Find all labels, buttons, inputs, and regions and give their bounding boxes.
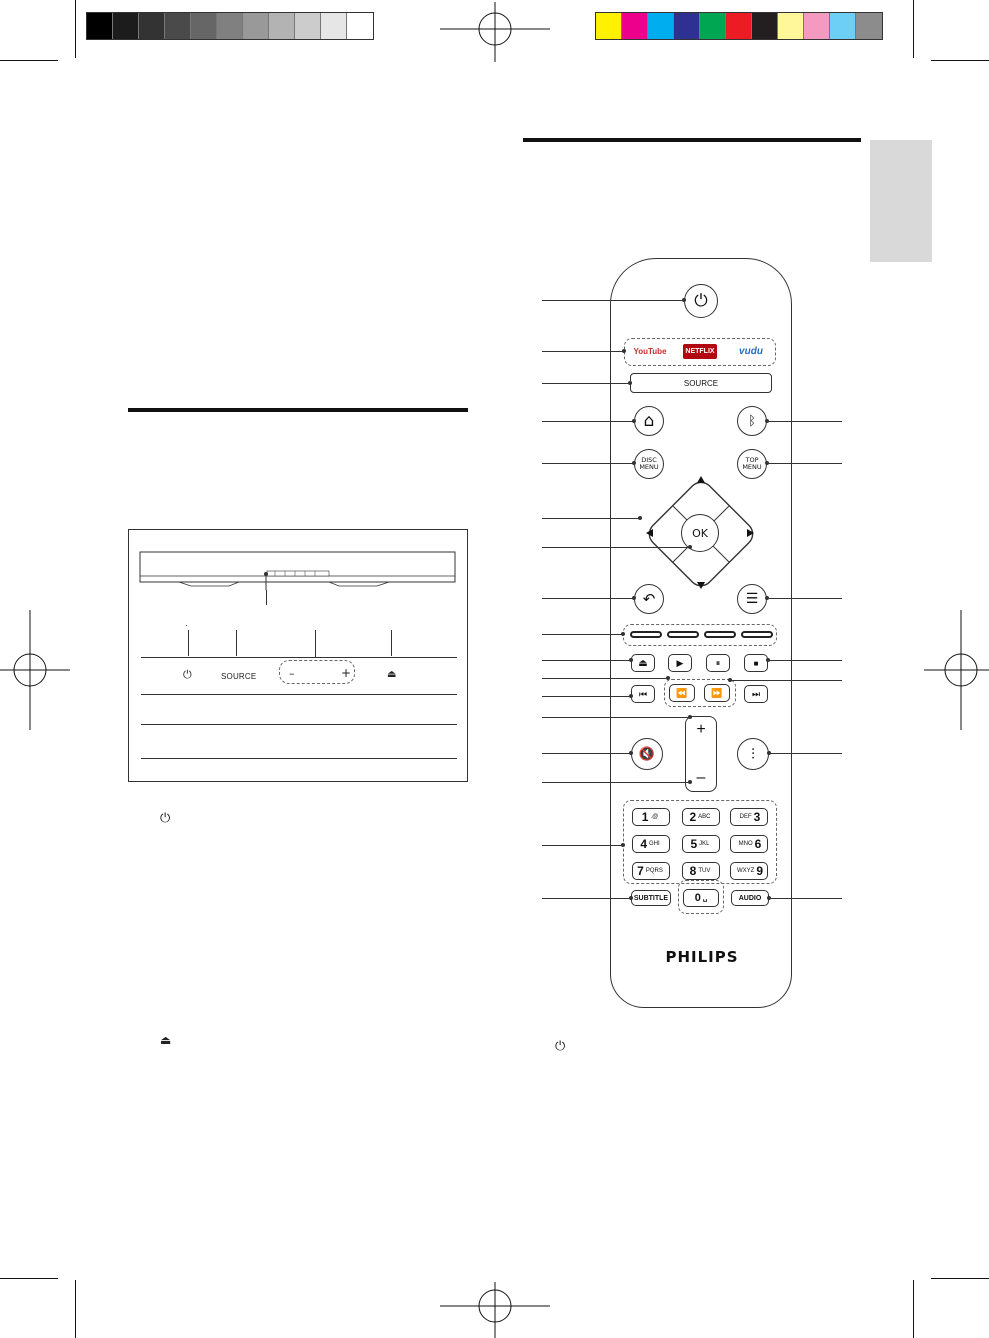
section-rule-left	[128, 408, 468, 412]
callout-dot	[186, 625, 187, 626]
color-swatch	[87, 13, 113, 39]
vudu-button[interactable]	[735, 344, 767, 359]
remote-previous-button[interactable]	[631, 685, 655, 703]
youtube-button[interactable]	[633, 344, 667, 359]
remote-rewind-button[interactable]	[669, 684, 695, 702]
color-swatch	[347, 13, 373, 39]
leader-line	[542, 753, 631, 754]
key-letters: TUV	[698, 868, 711, 874]
color-swatch	[700, 13, 726, 39]
leader-line	[542, 696, 631, 697]
key-letters: JKL	[699, 841, 710, 847]
leader-line	[542, 660, 631, 661]
remote-options-button[interactable]	[737, 584, 767, 614]
key-number: 6	[754, 837, 762, 851]
power-icon: ⏻	[694, 291, 708, 311]
crop-mark	[931, 60, 989, 61]
leader-line	[542, 634, 623, 635]
key-number: 3	[753, 810, 761, 824]
remote-color-key-3[interactable]	[704, 631, 736, 638]
remote-color-key-4[interactable]	[741, 631, 773, 638]
leader-dot	[632, 461, 636, 465]
source-label: SOURCE	[683, 378, 719, 388]
color-swatch	[295, 13, 321, 39]
key-number: 9	[756, 864, 764, 878]
remote-key-1[interactable]	[632, 808, 670, 826]
color-swatch	[752, 13, 778, 39]
leader-line	[542, 463, 634, 464]
subtitle-label: SUBTITLE	[633, 894, 669, 902]
callout-line	[266, 590, 267, 605]
volume-plus-icon: +	[696, 721, 706, 738]
leader-dot	[688, 780, 692, 784]
home-icon: ⌂	[643, 411, 655, 431]
key-letters: WXYZ	[736, 868, 755, 874]
color-swatch	[139, 13, 165, 39]
back-icon: ↶	[642, 590, 656, 608]
vudu-logo: vudu	[739, 346, 763, 357]
leader-line	[767, 598, 842, 599]
leader-dot	[629, 694, 633, 698]
remote-color-key-2[interactable]	[667, 631, 699, 638]
table-rule	[141, 758, 457, 759]
leader-dot	[629, 751, 633, 755]
registration-target-left	[0, 610, 70, 730]
rewind-icon: ⏪	[676, 687, 688, 698]
callout-line	[315, 630, 316, 658]
leader-line	[542, 678, 668, 679]
crop-mark	[931, 1278, 989, 1279]
leader-line	[542, 383, 630, 384]
bluetooth-icon: ᛒ	[748, 413, 756, 429]
color-swatch	[830, 13, 856, 39]
soundbar-illustration	[139, 550, 457, 590]
callout-line	[236, 630, 237, 656]
leader-line	[542, 845, 623, 846]
leader-line	[542, 898, 631, 899]
remote-fast-forward-button[interactable]	[704, 684, 730, 702]
remote-key-5[interactable]	[682, 835, 720, 853]
ok-label: OK	[692, 526, 708, 540]
leader-dot	[765, 596, 769, 600]
table-rule	[141, 724, 457, 725]
leader-dot	[628, 381, 632, 385]
mute-icon: 🔇	[638, 746, 656, 762]
key-letters: DEF	[739, 814, 752, 820]
leader-dot	[622, 349, 626, 353]
remote-key-9[interactable]	[730, 862, 768, 880]
remote-key-7[interactable]	[632, 862, 670, 880]
key-number: 5	[690, 837, 698, 851]
power-icon: ⏻	[183, 668, 192, 681]
registration-target-top	[440, 2, 550, 62]
color-swatch-bar	[595, 12, 883, 40]
leader-line	[767, 463, 842, 464]
remote-key-8[interactable]	[682, 862, 720, 880]
eject-icon: ⏏	[160, 1033, 172, 1047]
leader-dot	[688, 545, 692, 549]
leader-line	[769, 898, 842, 899]
remote-bluetooth-button[interactable]	[737, 406, 767, 436]
crop-mark	[913, 1280, 914, 1338]
next-icon: ⏭	[751, 688, 761, 699]
color-swatch	[165, 13, 191, 39]
power-icon: ⏻	[160, 811, 171, 826]
previous-icon: ⏮	[638, 688, 648, 699]
color-swatch	[674, 13, 700, 39]
leader-dot	[767, 896, 771, 900]
table-rule	[141, 657, 457, 658]
brand-logo: PHILIPS	[665, 948, 739, 966]
leader-line	[542, 351, 624, 352]
nav-up-arrow	[697, 476, 705, 483]
remote-source-button[interactable]	[630, 373, 772, 393]
disc-menu-label: DISC MENU	[639, 456, 659, 471]
color-swatch	[113, 13, 139, 39]
crop-mark	[913, 0, 914, 58]
remote-power-button[interactable]	[684, 284, 718, 318]
remote-back-button[interactable]	[634, 584, 664, 614]
color-swatch	[726, 13, 752, 39]
leader-dot	[621, 632, 625, 636]
volume-minus-icon: –	[696, 769, 706, 786]
remote-key-4[interactable]	[632, 835, 670, 853]
key-letters: MNO	[738, 841, 753, 847]
color-swatch	[321, 13, 347, 39]
leader-line	[542, 421, 634, 422]
play-icon: ▶	[676, 657, 684, 668]
leader-dot	[629, 658, 633, 662]
key-number: 7	[637, 864, 644, 878]
leader-line	[767, 421, 842, 422]
leader-dot	[766, 658, 770, 662]
youtube-logo: YouTube	[633, 347, 667, 356]
color-swatch	[856, 13, 882, 39]
color-swatch	[191, 13, 217, 39]
leader-dot	[632, 596, 636, 600]
crop-mark	[75, 1280, 76, 1338]
crop-mark	[75, 0, 76, 58]
remote-eject-button[interactable]	[631, 654, 655, 672]
color-swatch	[648, 13, 674, 39]
leader-dot	[728, 678, 732, 682]
color-swatch	[596, 13, 622, 39]
key-letters: GHI	[649, 841, 660, 847]
registration-target-right	[924, 610, 989, 730]
key-letters: ABC	[698, 814, 711, 820]
leader-dot	[765, 419, 769, 423]
leader-line	[542, 717, 690, 718]
remote-home-button[interactable]	[634, 406, 664, 436]
remote-audio-button[interactable]	[731, 890, 769, 906]
pause-icon: ⏸	[715, 657, 721, 668]
key-letters: .@	[650, 814, 659, 820]
remote-key-3[interactable]	[730, 808, 768, 826]
netflix-button[interactable]	[683, 344, 717, 359]
callout-line	[188, 630, 189, 656]
remote-next-button[interactable]	[744, 685, 768, 703]
leader-line	[542, 782, 690, 783]
leader-dot	[682, 298, 686, 302]
remote-play-button[interactable]	[668, 654, 692, 672]
main-unit-figure	[128, 529, 468, 782]
leader-dot	[688, 715, 692, 719]
leader-dot	[765, 461, 769, 465]
remote-pause-button[interactable]	[706, 654, 730, 672]
leader-line	[542, 598, 634, 599]
remote-stop-button[interactable]	[744, 654, 768, 672]
remote-subtitle-button[interactable]	[631, 890, 671, 906]
crop-mark	[0, 1278, 58, 1279]
color-swatch	[804, 13, 830, 39]
eject-icon: ⏏	[387, 669, 397, 680]
color-swatch	[269, 13, 295, 39]
color-swatch	[243, 13, 269, 39]
remote-key-0[interactable]	[683, 889, 719, 907]
leader-line	[769, 753, 842, 754]
leader-dot	[767, 751, 771, 755]
key-number: 8	[689, 864, 697, 878]
table-rule	[141, 694, 457, 695]
color-swatch	[217, 13, 243, 39]
grayscale-swatch-bar	[86, 12, 374, 40]
equalizer-icon: ⫶	[751, 745, 755, 763]
callout-line	[391, 630, 392, 656]
language-tab	[870, 140, 932, 262]
key-number: 2	[689, 810, 697, 824]
fast-forward-icon: ⏩	[711, 687, 723, 698]
key-0-number: 0	[694, 892, 701, 904]
key-number: 1	[641, 810, 649, 824]
eject-icon: ⏏	[638, 657, 648, 669]
remote-color-key-1[interactable]	[630, 631, 662, 638]
top-menu-label: TOP MENU	[742, 456, 762, 471]
leader-line	[542, 518, 640, 519]
source-label: SOURCE	[221, 672, 257, 681]
section-rule-right	[523, 138, 861, 142]
leader-dot	[629, 896, 633, 900]
leader-line	[542, 547, 690, 548]
leader-dot	[632, 419, 636, 423]
leader-dot	[666, 676, 670, 680]
key-number: 4	[640, 837, 647, 851]
registration-target-bottom	[440, 1282, 550, 1338]
remote-sound-settings-button[interactable]	[737, 738, 769, 770]
color-swatch	[778, 13, 804, 39]
remote-key-2[interactable]	[682, 808, 720, 826]
audio-label: AUDIO	[738, 894, 762, 902]
crop-mark	[0, 60, 58, 61]
netflix-logo: NETFLIX	[685, 348, 715, 355]
stop-icon: ■	[753, 658, 759, 668]
remote-mute-button[interactable]	[631, 738, 663, 770]
options-menu-icon: ☰	[745, 591, 759, 607]
leader-dot	[638, 516, 642, 520]
volume-plus-icon: +	[341, 666, 352, 680]
leader-line	[768, 660, 842, 661]
key-letters: PQRS	[645, 868, 663, 874]
remote-key-6[interactable]	[730, 835, 768, 853]
power-icon: ⏻	[555, 1039, 566, 1054]
color-swatch	[622, 13, 648, 39]
leader-line	[542, 300, 684, 301]
key-0-sub: ␣	[702, 895, 708, 902]
leader-line	[730, 680, 842, 681]
volume-minus-icon: –	[289, 667, 295, 680]
leader-dot	[621, 843, 625, 847]
